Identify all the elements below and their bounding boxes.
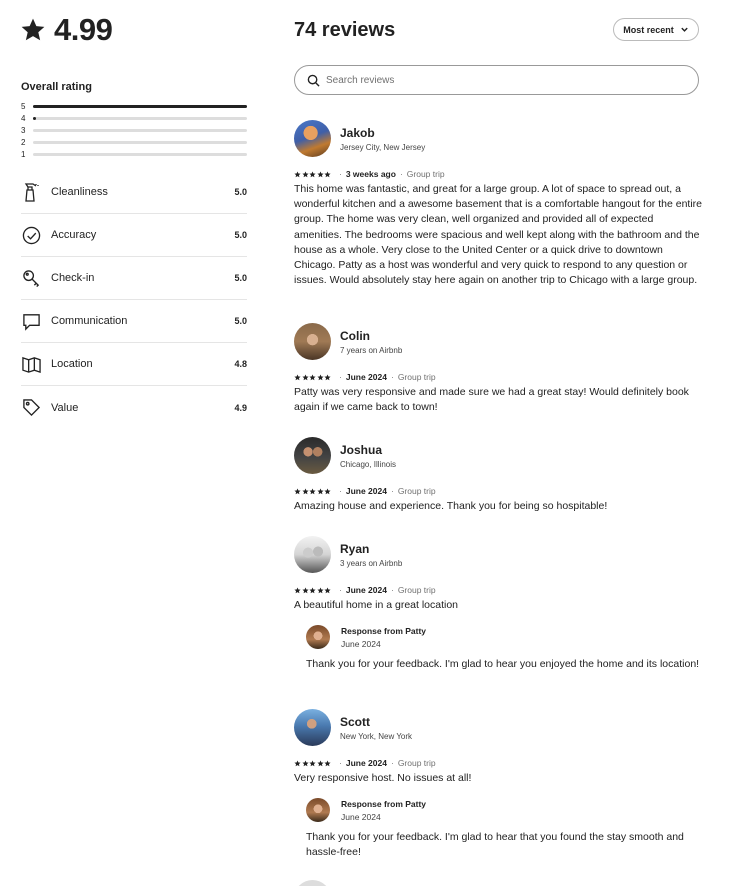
category-name: Value	[51, 401, 79, 414]
star-icon	[309, 488, 316, 495]
reviewer-name[interactable]: Joshua	[340, 442, 383, 457]
trip-type: Group trip	[397, 585, 436, 595]
sort-dropdown-button[interactable]	[613, 18, 699, 41]
review-date: June 2024	[345, 486, 387, 496]
distribution-row	[21, 112, 247, 124]
chat-bubble-icon	[21, 311, 41, 331]
avatar[interactable]	[294, 120, 331, 157]
review-text: Patty was very responsive and made sure we had a great stay! Would definitely book again if we came back to town!	[294, 386, 689, 414]
avatar[interactable]	[294, 880, 331, 886]
sort-label: Most recent	[623, 24, 674, 35]
category-accuracy	[21, 214, 247, 257]
trip-type: Group trip	[397, 486, 436, 496]
trip-type: Group trip	[397, 758, 436, 768]
review-text: A beautiful home in a great location	[294, 599, 459, 611]
rating-distribution	[21, 100, 247, 160]
star-icon	[324, 488, 331, 495]
map-icon	[21, 354, 41, 374]
distribution-fill	[33, 117, 36, 120]
overall-score	[20, 12, 112, 48]
category-value: 5.0	[234, 187, 247, 197]
star-rating	[294, 488, 331, 495]
key-icon	[21, 268, 41, 288]
reviewer-subtitle: New York, New York	[340, 731, 413, 741]
distribution-row	[21, 136, 247, 148]
distribution-track	[33, 117, 247, 120]
category-name: Cleanliness	[51, 186, 108, 198]
star-icon	[317, 171, 324, 178]
distribution-stars: 5	[21, 101, 26, 111]
reviewer-name[interactable]: Ryan	[340, 541, 370, 556]
reviews-count-title: 74 reviews	[294, 19, 396, 41]
reviewer-name[interactable]: Jakob	[340, 125, 375, 140]
star-icon	[302, 374, 309, 381]
category-location	[21, 343, 247, 386]
category-ratings	[21, 171, 247, 429]
category-value: 5.0	[234, 273, 247, 283]
tag-icon	[21, 398, 41, 418]
star-icon	[309, 760, 316, 767]
category-communication	[21, 300, 247, 343]
star-icon	[294, 587, 301, 594]
avatar[interactable]	[294, 709, 331, 746]
response-date: June 2024	[341, 811, 381, 822]
star-icon	[294, 488, 301, 495]
review-date: 3 weeks ago	[345, 169, 396, 179]
review-text: This home was fantastic, and great for a large group. A lot of space to spread out, a wonderful kitchen and a awesome basement that is a comfortable hangout for the entire group. The home was very clean, well organized and provided all of expected amenities. The bedrooms were spacious and well kept along with the bathroom and the house as a whole. Very close to the United Center or a quick drive to downtown Chicago. Patty as a host was wonderful and very quick to respond to any question or issues. Would absolutely stay here again on another trip to Chicago with a large group.	[294, 183, 702, 287]
avatar[interactable]	[294, 323, 331, 360]
host-avatar[interactable]	[306, 625, 330, 649]
star-icon	[294, 171, 301, 178]
host-response	[306, 625, 704, 672]
search-input[interactable]	[326, 75, 666, 86]
star-icon	[309, 374, 316, 381]
avatar[interactable]	[294, 437, 331, 474]
avatar[interactable]	[294, 536, 331, 573]
review-card: Ryan 3 years on Airbnb · June 2024 · Group trip A beautiful home in a great location Response from Patty June 2024 Thank you for your feedback. I'm glad to hear you enjoyed the home and its location!	[294, 536, 704, 672]
category-name: Location	[51, 358, 93, 370]
search-reviews-field[interactable]	[294, 65, 699, 95]
category-name: Accuracy	[51, 229, 97, 241]
host-response	[306, 798, 704, 860]
reviewer-subtitle: Jersey City, New Jersey	[340, 142, 426, 152]
review-card: Jakob Jersey City, New Jersey · 3 weeks ago · Group trip This home was fantastic, and great for a large group. A lot of space to spread out, a wonderful kitchen and a awesome basement that is a comfortable hangout for the entire group. The home was very clean, well organized and provided all of expected amenities. The bedrooms were spacious and well kept along with the bathroom and the house as a whole. Very close to the United Center or a quick drive to downtown Chicago. Patty as a host was wonderful and very quick to respond to any question or issues. Would absolutely stay here again on another trip to Chicago with a large group.	[294, 120, 704, 288]
distribution-row	[21, 124, 247, 136]
response-title: Response from Patty	[341, 798, 427, 809]
review-date: June 2024	[345, 585, 387, 595]
trip-type: Group trip	[397, 372, 436, 382]
star-icon	[309, 171, 316, 178]
host-avatar[interactable]	[306, 798, 330, 822]
star-icon	[324, 760, 331, 767]
star-icon	[294, 374, 301, 381]
reviewer-name[interactable]: Scott	[340, 714, 370, 729]
star-icon	[309, 587, 316, 594]
review-text: Amazing house and experience. Thank you for being so hospitable!	[294, 500, 608, 512]
rating-value: 4.99	[54, 12, 113, 47]
review-card: Joshua Chicago, Illinois · June 2024 · Group trip Amazing house and experience. Thank you for being so hospitable!	[294, 437, 704, 514]
review-date: June 2024	[345, 758, 387, 768]
star-rating	[294, 171, 331, 178]
distribution-track	[33, 105, 247, 108]
review-text: Very responsive host. No issues at all!	[294, 772, 472, 784]
distribution-stars: 3	[21, 125, 26, 135]
distribution-track	[33, 153, 247, 156]
category-value: 4.8	[234, 359, 247, 369]
reviewer-subtitle: Chicago, Illinois	[340, 459, 397, 469]
reviewer-subtitle: 7 years on Airbnb	[340, 345, 403, 355]
review-card: Colin 7 years on Airbnb · June 2024 · Group trip Patty was very responsive and made sure we had a great stay! Would definitely book again if we came back to town!	[294, 323, 704, 415]
star-icon	[324, 587, 331, 594]
distribution-track	[33, 129, 247, 132]
star-icon	[317, 760, 324, 767]
reviewer-name[interactable]: Colin	[340, 328, 370, 343]
category-cleanliness	[21, 171, 247, 214]
response-text: Thank you for your feedback. I'm glad to hear that you found the stay smooth and hassle-free!	[306, 831, 684, 859]
chevron-down-icon	[680, 25, 689, 34]
distribution-stars: 2	[21, 137, 26, 147]
star-icon	[317, 587, 324, 594]
search-icon	[307, 74, 320, 87]
star-rating	[294, 587, 331, 594]
star-icon	[317, 374, 324, 381]
star-icon	[294, 760, 301, 767]
review-date: June 2024	[345, 372, 387, 382]
distribution-row	[21, 100, 247, 112]
star-icon	[302, 760, 309, 767]
category-name: Communication	[51, 315, 128, 327]
spray-bottle-icon	[21, 182, 41, 202]
distribution-stars: 4	[21, 113, 26, 123]
star-icon	[302, 587, 309, 594]
distribution-fill	[33, 105, 247, 108]
distribution-track	[33, 141, 247, 144]
distribution-row	[21, 148, 247, 160]
star-rating	[294, 760, 331, 767]
category-value	[21, 386, 247, 429]
star-icon	[302, 488, 309, 495]
check-circle-icon	[21, 225, 41, 245]
review-card: Scott New York, New York · June 2024 · Group trip Very responsive host. No issues at all! Response from Patty June 2024 Thank you for your feedback. I'm glad to hear that you found the stay smooth and hassle-free!	[294, 709, 704, 861]
category-name: Check-in	[51, 272, 95, 284]
star-icon	[20, 17, 46, 43]
category-value: 5.0	[234, 230, 247, 240]
category-value: 4.9	[234, 402, 247, 413]
response-date: June 2024	[341, 638, 381, 649]
star-rating	[294, 374, 331, 381]
overall-rating-label: Overall rating	[21, 81, 92, 93]
star-icon	[324, 374, 331, 381]
response-title: Response from Patty	[341, 625, 427, 636]
trip-type: Group trip	[406, 169, 445, 179]
category-value: 5.0	[234, 316, 247, 326]
star-icon	[302, 171, 309, 178]
star-icon	[324, 171, 331, 178]
star-icon	[317, 488, 324, 495]
category-check-in	[21, 257, 247, 300]
distribution-stars: 1	[21, 149, 26, 159]
reviewer-subtitle: 3 years on Airbnb	[340, 558, 403, 568]
response-text: Thank you for your feedback. I'm glad to hear you enjoyed the home and its location!	[306, 658, 700, 671]
